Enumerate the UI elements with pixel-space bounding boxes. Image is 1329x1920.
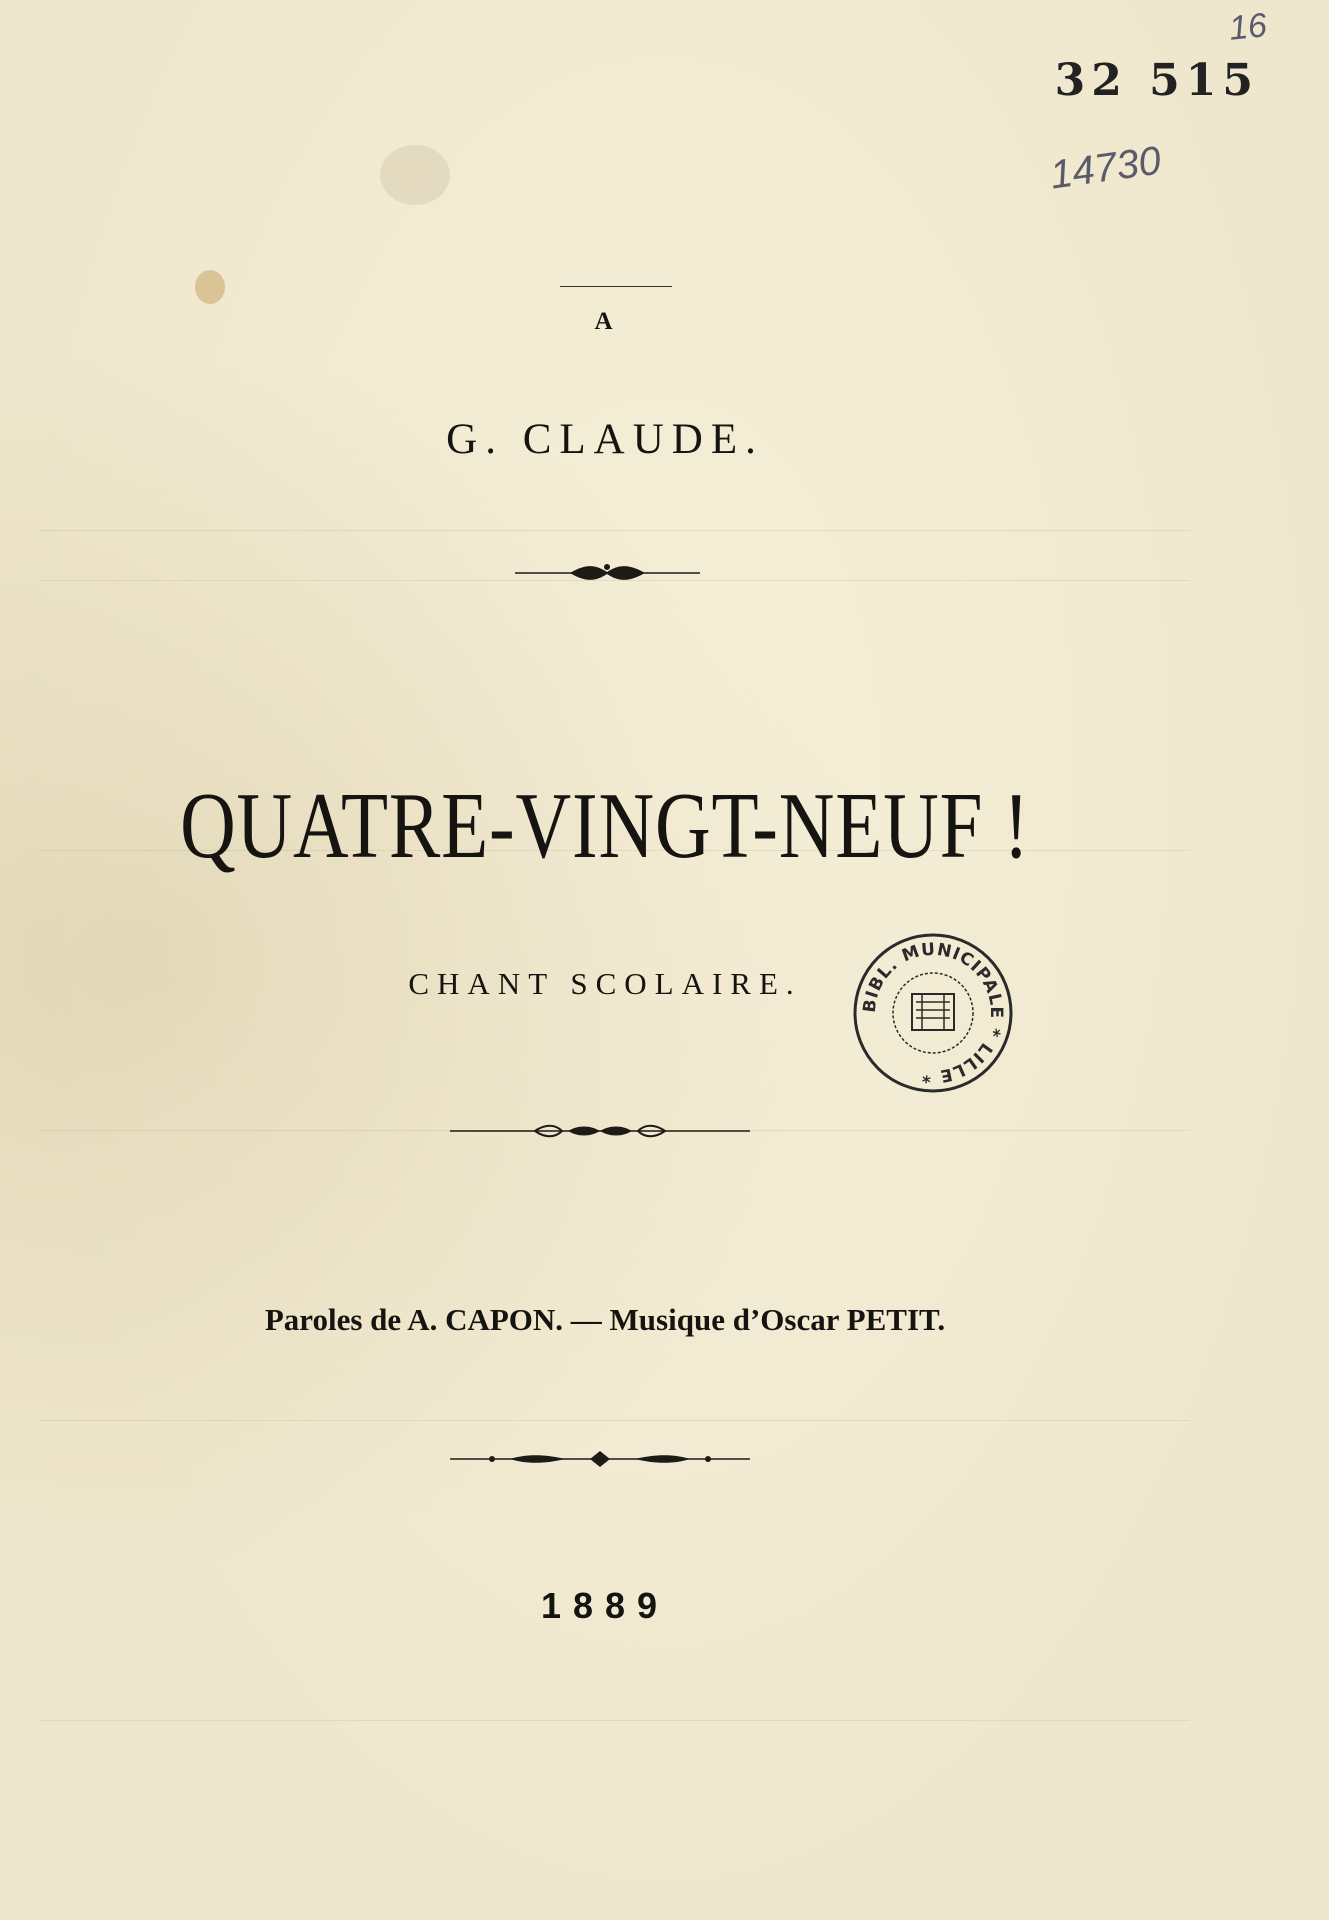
main-title: QUATRE-VINGT-NEUF ! [180,774,1030,878]
ornament-divider-1 [515,562,700,584]
dedication-prefix: A [594,308,616,335]
handwritten-annotation-top: 16 [1227,6,1269,48]
top-rule [560,286,672,287]
library-stamp [852,932,1014,1094]
library-stamp-text: BIBL. MUNICIPALE * LILLE * [859,939,1007,1087]
inventory-number-stamp: 32 515 [1054,55,1259,106]
bleed-line [40,1420,1190,1421]
stain [195,270,225,304]
ornament-divider-3 [450,1448,750,1470]
publication-year: 1889 [540,1585,670,1626]
subtitle: CHANT SCOLAIRE. [408,966,802,1001]
svg-text:BIBL. MUNICIPALE * LILLE * [860,940,1006,1086]
bleed-line [40,530,1190,531]
ornament-divider-2 [450,1120,750,1142]
dedication-name: G. CLAUDE. [446,416,764,463]
credits-line: Paroles de A. CAPON. — Musique d’Oscar PETIT. [264,1302,946,1337]
handwritten-annotation-number: 14730 [1047,138,1164,198]
bleed-line [40,1720,1190,1721]
stain [380,145,450,205]
